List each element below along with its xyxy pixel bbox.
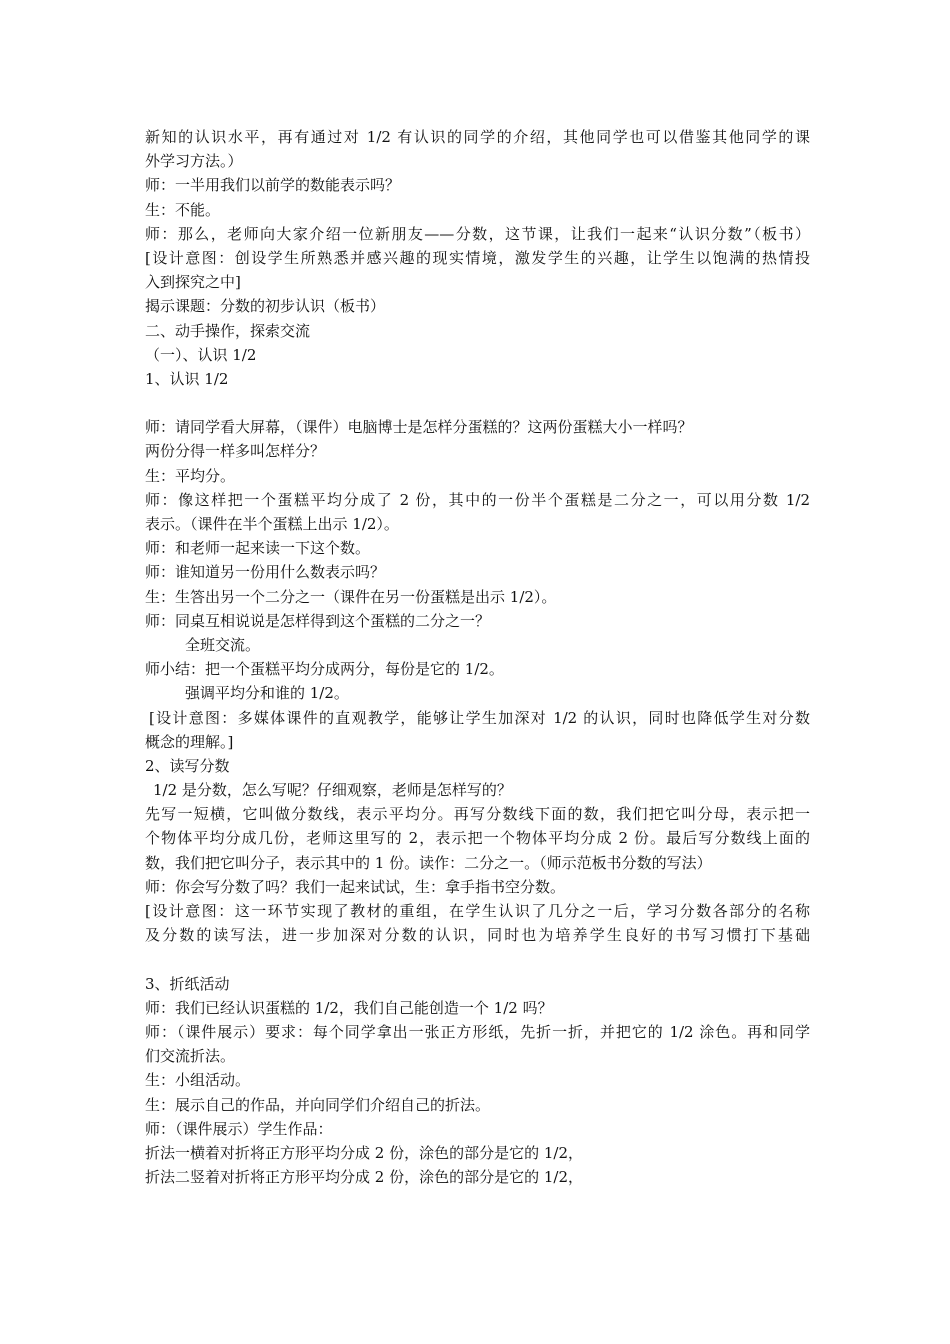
text-line: 折法一横着对折将正方形平均分成 2 份，涂色的部分是它的 1/2， bbox=[145, 1143, 583, 1162]
text-line: 折法二竖着对折将正方形平均分成 2 份，涂色的部分是它的 1/2， bbox=[145, 1168, 583, 1187]
text-line: 3、折纸活动 bbox=[145, 974, 230, 993]
text-line: 师：你会写分数了吗？我们一起来试试，生：拿手指书空分数。 bbox=[145, 877, 566, 896]
text-line: 2、读写分数 bbox=[145, 756, 230, 775]
text-line: 生：展示自己的作品，并向同学们介绍自己的折法。 bbox=[145, 1095, 491, 1114]
text-line: 揭示课题：分数的初步认识（板书） bbox=[145, 297, 386, 316]
text-line: 二、动手操作，探索交流 bbox=[145, 321, 311, 340]
text-line: 师：同桌互相说说是怎样得到这个蛋糕的二分之一？ bbox=[145, 611, 491, 630]
text-line: [设计意图：多媒体课件的直观教学，能够让学生加深对 1/2 的认识，同时也降低学生对分数 bbox=[149, 708, 810, 727]
text-line: 强调平均分和谁的 1/2。 bbox=[185, 684, 349, 703]
text-line: 师：一半用我们以前学的数能表示吗？ bbox=[145, 176, 401, 195]
text-line: 生：生答出另一个二分之一（课件在另一份蛋糕是出示 1/2）。 bbox=[145, 587, 557, 606]
blank-line bbox=[145, 391, 810, 415]
text-line: 及分数的读写法，进一步加深对分数的认识，同时也为培养学生良好的书写习惯打下基础 bbox=[145, 926, 810, 945]
text-line: 数，我们把它叫分子，表示其中的 1 份。读作：二分之一。（师示范板书分数的写法） bbox=[145, 853, 712, 872]
text-line: 师：我们已经认识蛋糕的 1/2，我们自己能创造一个 1/2 吗？ bbox=[145, 998, 553, 1017]
text-line: [设计意图：这一环节实现了教材的重组，在学生认识了几分之一后，学习分数各部分的名称 bbox=[145, 902, 810, 920]
text-line: 们交流折法。 bbox=[145, 1047, 236, 1066]
text-line: 师：请同学看大屏幕，（课件）电脑博士是怎样分蛋糕的？这两份蛋糕大小一样吗？ bbox=[145, 418, 693, 437]
text-line: （一）、认识 1/2 bbox=[145, 345, 257, 364]
text-line: 个物体平均分成几份，老师这里写的 2，表示把一个物体平均分成 2 份。最后写分数线上面的 bbox=[145, 829, 810, 848]
text-line: 师：谁知道另一份用什么数表示吗？ bbox=[145, 563, 386, 582]
text-line: 师小结：把一个蛋糕平均分成两分，每份是它的 1/2。 bbox=[145, 660, 504, 679]
text-line: 师：和老师一起来读一下这个数。 bbox=[145, 539, 371, 558]
text-line: 1/2 是分数，怎么写呢？仔细观察，老师是怎样写的？ bbox=[153, 781, 512, 800]
text-line: 生：不能。 bbox=[145, 200, 221, 219]
text-line: 新知的认识水平，再有通过对 1/2 有认识的同学的介绍，其他同学也可以借鉴其他同学的课 bbox=[145, 128, 810, 146]
text-line: 生：平均分。 bbox=[145, 466, 236, 485]
text-line: 师：（课件展示）学生作品： bbox=[145, 1119, 333, 1138]
text-line: 1、认识 1/2 bbox=[145, 369, 229, 388]
text-line: 外学习方法。） bbox=[145, 152, 243, 171]
text-line: 入到探究之中] bbox=[145, 273, 241, 292]
text-line: 生：小组活动。 bbox=[145, 1071, 251, 1090]
text-line: 全班交流。 bbox=[185, 635, 261, 654]
text-line: [设计意图：创设学生所熟悉并感兴趣的现实情境，激发学生的兴趣，让学生以饱满的热情投 bbox=[145, 248, 810, 267]
text-line: 师：像这样把一个蛋糕平均分成了 2 份，其中的一份半个蛋糕是二分之一，可以用分数 1/2 bbox=[145, 490, 810, 509]
text-line: 师：（课件展示）要求：每个同学拿出一张正方形纸，先折一折，并把它的 1/2 涂色。再和同学 bbox=[145, 1022, 810, 1041]
blank-line bbox=[145, 947, 810, 971]
text-line: 表示。（课件在半个蛋糕上出示 1/2）。 bbox=[145, 515, 399, 533]
text-line: 两份分得一样多叫怎样分？ bbox=[145, 442, 326, 461]
text-line: 师：那么，老师向大家介绍一位新朋友——分数，这节课，让我们一起来“认识分数”（板书） bbox=[145, 224, 810, 243]
text-line: 概念的理解。] bbox=[145, 732, 234, 751]
document-body bbox=[145, 125, 810, 1189]
text-line: 先写一短横，它叫做分数线，表示平均分。再写分数线下面的数，我们把它叫分母，表示把一 bbox=[145, 805, 810, 824]
